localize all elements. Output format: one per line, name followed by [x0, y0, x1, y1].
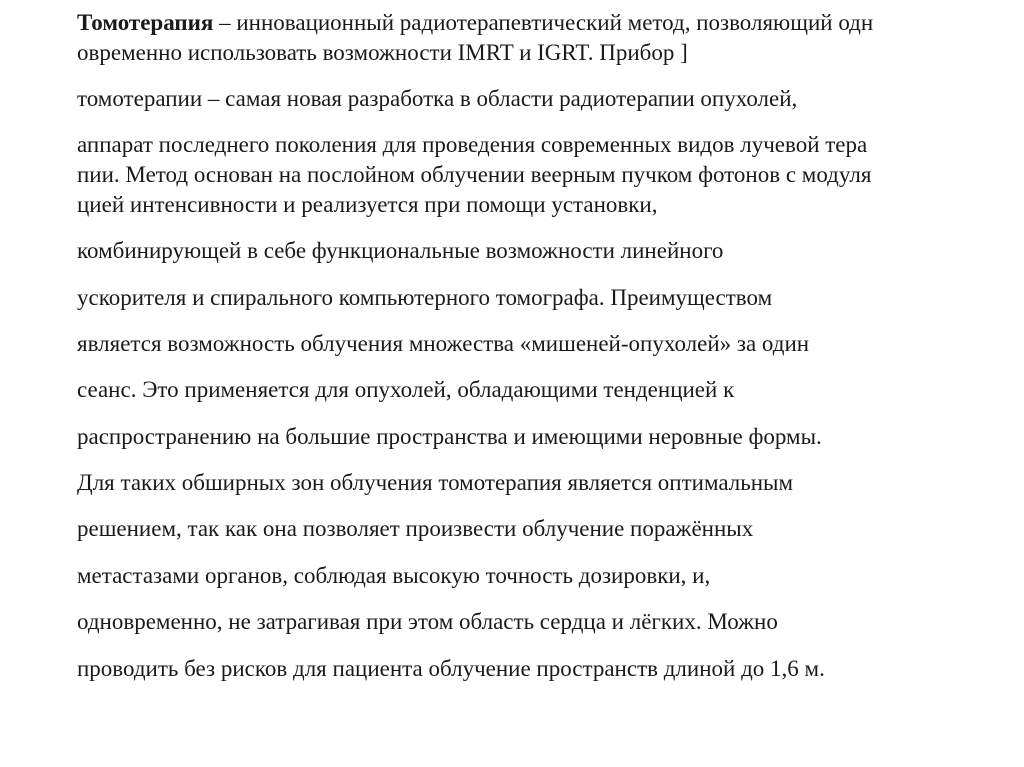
text-line-6: цией интенсивности и реализуется при помощи установки, [77, 192, 658, 217]
text-line-7: комбинирующей в себе функциональные возможности линейного [77, 238, 724, 263]
text-line-12: Для таких обширных зон облучения томотерапия является оптимальным [77, 470, 794, 495]
text-line-14: метастазами органов, соблюдая высокую точность дозировки, и, [77, 563, 711, 588]
text-line-10: сеанс. Это применяется для опухолей, обладающими тенденцией к [77, 377, 735, 402]
text-line-5: пии. Метод основан на послойном облучении веерным пучком фотонов с модуля [77, 162, 872, 187]
text-line-9: является возможность облучения множества «мишеней-опухолей» за один [77, 331, 810, 356]
text-line-13: решением, так как она позволяет произвести облучение поражённых [77, 516, 754, 541]
text-line-8: ускорителя и спирального компьютерного томографа. Преимуществом [77, 285, 773, 310]
term-heading: Томотерапия [77, 10, 214, 35]
text-line-1 [77, 8, 873, 37]
text-line-16: проводить без рисков для пациента облучение пространств длиной до 1,6 м. [77, 656, 825, 681]
text-line-1-rest: – инновационный радиотерапевтический метод, позволяющий одн [213, 10, 874, 35]
text-line-15: одновременно, не затрагивая при этом область сердца и лёгких. Можно [77, 609, 778, 634]
text-line-11: распространению на большие пространства и имеющими неровные формы. [77, 424, 822, 449]
text-line-2: овременно использовать возможности IMRT и IGRT. Прибор ] [77, 40, 688, 65]
text-line-4: аппарат последнего поколения для проведения современных видов лучевой тера [77, 132, 868, 157]
text-line-3: томотерапии – самая новая разработка в области радиотерапии опухолей, [77, 86, 798, 111]
